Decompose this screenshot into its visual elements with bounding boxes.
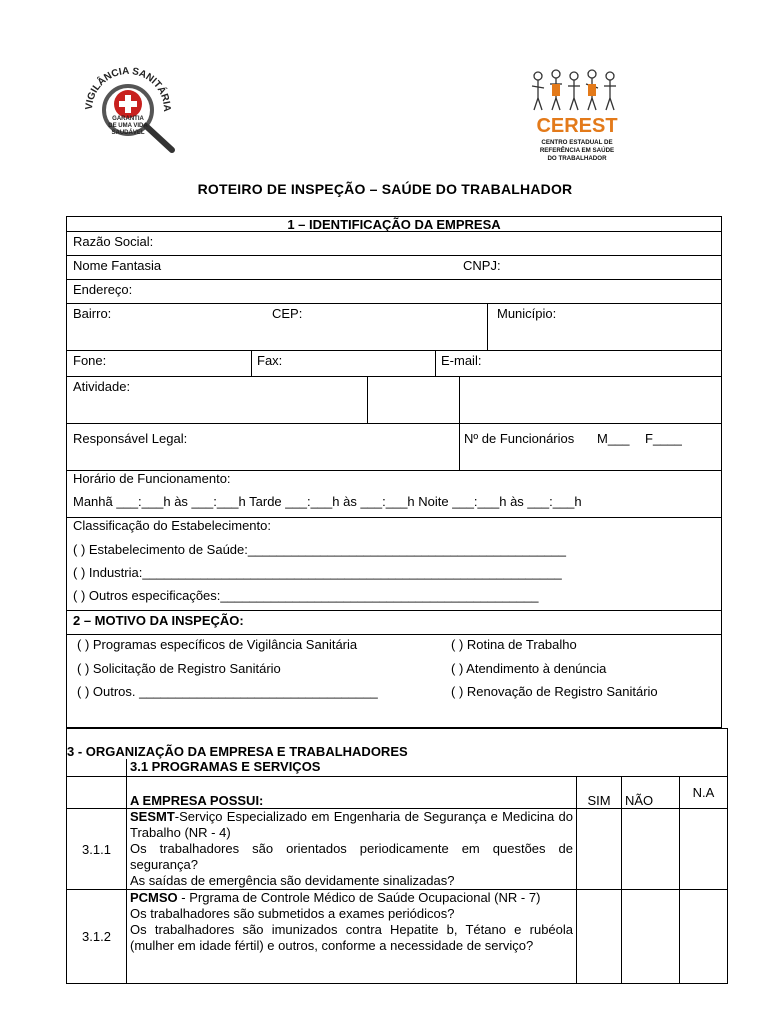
section3-header-row: [67, 729, 728, 759]
item-line: As saídas de emergência são devidamente sinalizadas?: [130, 873, 455, 888]
sim-cell[interactable]: [577, 809, 622, 890]
classificacao-label: Classificação do Estabelecimento:: [73, 518, 271, 533]
cep-label: CEP:: [272, 306, 303, 321]
item-number: 3.1.1: [67, 809, 127, 890]
logo-line-1: GARANTIA: [112, 116, 144, 122]
municipio-label: Município:: [497, 306, 557, 321]
section3-header: 3 - ORGANIZAÇÃO DA EMPRESA E TRABALHADORES: [67, 743, 408, 759]
horario-line: Manhã ___:___h às ___:___h Tarde ___:___h às ___:___h Noite ___:___h às ___:___h: [73, 494, 582, 509]
cerest-sub-3: DO TRABALHADOR: [547, 155, 607, 162]
cerest-sub-1: CENTRO ESTADUAL DE: [541, 139, 613, 146]
cnpj-label: CNPJ:: [463, 258, 501, 273]
class-option-industria[interactable]: ( ) Industria:__________________________________________________________: [73, 565, 562, 580]
funcionarios-label: Nº de Funcionários: [464, 431, 575, 446]
divider: [459, 377, 460, 423]
item-line: - Prgrama de Controle Médico de Saúde Ocupacional (NR - 7): [177, 890, 541, 905]
bairro-row[interactable]: [66, 304, 722, 351]
table-row: [67, 890, 728, 984]
sim-cell[interactable]: [577, 890, 622, 984]
fax-label: Fax:: [257, 353, 283, 368]
nao-cell[interactable]: [622, 809, 680, 890]
horario-label: Horário de Funcionamento:: [73, 471, 231, 486]
identification-section: [66, 216, 722, 728]
item-line: Os trabalhadores são submetidos a exames periódicos?: [130, 906, 455, 921]
page-title: ROTEIRO DE INSPEÇÃO – SAÚDE DO TRABALHADOR: [197, 181, 573, 197]
razao-social-row[interactable]: [66, 232, 722, 256]
item-number: 3.1.2: [67, 890, 127, 984]
item-line: -Serviço Especializado em Engenharia de Segurança e Medicina do Trabalho (NR - 4): [130, 809, 573, 840]
cerest-logo: [522, 66, 632, 166]
class-option-outros[interactable]: ( ) Outros especificações:____________________________________________: [73, 588, 539, 603]
item-line: Os trabalhadores são imunizados contra Hepatite b, Tétano e rubéola (mulher em idade fértil) e outros, conforme a necessidade de serviço?: [130, 922, 573, 953]
bairro-label: Bairro:: [73, 306, 112, 321]
col-sim-header: SIM: [587, 793, 611, 808]
section3-column-header-row: [67, 777, 728, 809]
contact-row[interactable]: [66, 351, 722, 377]
divider: [487, 304, 488, 350]
funcionarios-f: F____: [645, 431, 682, 446]
item-lead: PCMSO: [130, 890, 178, 905]
item-line: Os trabalhadores são orientados periodicamente em questões de segurança?: [130, 841, 573, 872]
classificacao-row[interactable]: [66, 518, 722, 611]
motivo-row: [66, 635, 722, 728]
section2-header-row: [66, 611, 722, 635]
na-cell[interactable]: [680, 890, 728, 984]
funcionarios-m: M___: [597, 431, 630, 446]
motivo-outros[interactable]: ( ) Outros. _________________________________: [77, 684, 378, 699]
section1-header-row: [66, 216, 722, 232]
col-main-header: A EMPRESA POSSUI:: [130, 793, 264, 808]
motivo-rotina[interactable]: ( ) Rotina de Trabalho: [451, 637, 577, 652]
cerest-name: CEREST: [536, 115, 618, 137]
email-label: E-mail:: [441, 353, 482, 368]
endereco-label: Endereço:: [73, 282, 133, 297]
divider: [251, 351, 252, 376]
endereco-row[interactable]: [66, 280, 722, 304]
atividade-label: Atividade:: [73, 379, 131, 394]
nome-fantasia-label: Nome Fantasia: [73, 258, 162, 273]
logo-line-3: SAUDÁVEL: [111, 130, 145, 136]
vigilancia-sanitaria-logo: [80, 62, 190, 162]
section3-sub-row: [67, 759, 728, 777]
section2-header: 2 – MOTIVO DA INSPEÇÃO:: [73, 613, 244, 628]
responsavel-label: Responsável Legal:: [73, 431, 188, 446]
fone-label: Fone:: [73, 353, 107, 368]
col-na-header: N.A: [692, 785, 715, 800]
table-row: [67, 809, 728, 890]
section3-table: [66, 728, 728, 984]
horario-row[interactable]: [66, 471, 722, 518]
motivo-programas[interactable]: ( ) Programas específicos de Vigilância Sanitária: [77, 637, 358, 652]
divider: [367, 377, 368, 423]
section3-subheader: 3.1 PROGRAMAS E SERVIÇOS: [130, 758, 321, 774]
motivo-solicitacao[interactable]: ( ) Solicitação de Registro Sanitário: [77, 661, 281, 676]
class-option-saude[interactable]: ( ) Estabelecimento de Saúde:____________________________________________: [73, 542, 566, 557]
logo-line-2: DE UMA VIDA: [108, 123, 148, 129]
motivo-denuncia[interactable]: ( ) Atendimento à denúncia: [451, 661, 607, 676]
na-cell[interactable]: [680, 809, 728, 890]
responsavel-row[interactable]: [66, 424, 722, 471]
nome-fantasia-row[interactable]: [66, 256, 722, 280]
logo-top-text: VIGILÂNCIA SANITÁRIA: [83, 65, 173, 113]
workers-figures-icon: [532, 70, 616, 110]
razao-social-label: Razão Social:: [73, 234, 154, 249]
section1-header: 1 – IDENTIFICAÇÃO DA EMPRESA: [287, 217, 501, 232]
item-lead: SESMT: [130, 809, 175, 824]
divider: [459, 424, 460, 470]
cerest-sub-2: REFERÊNCIA EM SAÚDE: [539, 147, 615, 154]
atividade-row[interactable]: [66, 377, 722, 424]
divider: [435, 351, 436, 376]
col-nao-header: NÃO: [625, 793, 654, 808]
motivo-renovacao[interactable]: ( ) Renovação de Registro Sanitário: [451, 684, 658, 699]
nao-cell[interactable]: [622, 890, 680, 984]
